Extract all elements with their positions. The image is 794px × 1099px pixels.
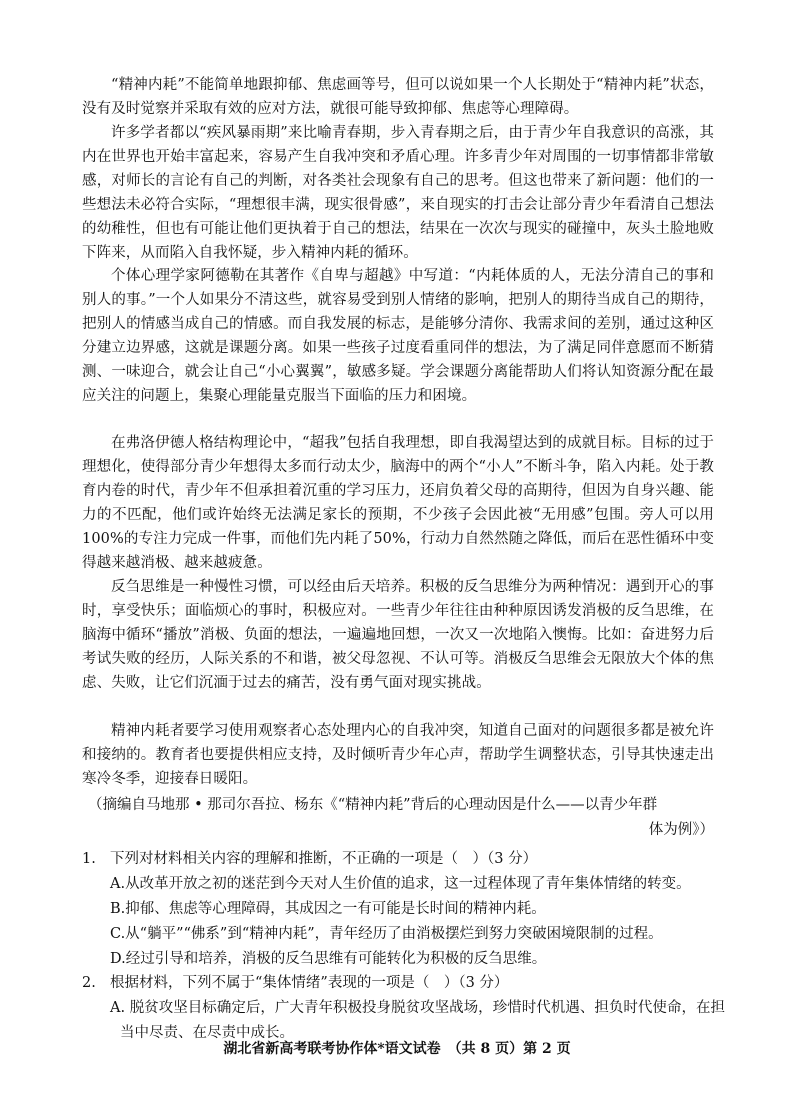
question-number: 2. <box>82 975 96 991</box>
option-d: D.经过引导和培养，消极的反刍思维有可能转化为积极的反刍思维。 <box>110 951 547 967</box>
option-a: A. 脱贫攻坚目标确定后，广大青年积极投身脱贫攻坚战场，珍惜时代机遇、担负时代使命，在担当中尽责、在尽责中成长。 <box>110 1000 725 1041</box>
question-number: 1. <box>82 851 96 867</box>
question-stem: 下列对材料相关内容的理解和推断，不正确的一项是（ ）（3 分） <box>110 851 538 867</box>
source-line-1: （摘编自马地那 • 那司尔吾拉、杨东《“精神内耗”背后的心理动因是什么——以青少年群 <box>88 797 658 813</box>
option-c: C.从“躺平”“佛系”到“精神内耗”，青年经历了由消极摆烂到努力突破困境限制的过程。 <box>110 926 663 942</box>
passage-paragraph-2: 许多学者都以“疾风暴雨期”来比喻青春期，步入青春期之后，由于青少年自我意识的高涨，其内在世界也开始丰富起来，容易产生自我冲突和矛盾心理。许多青少年对周围的一切事情都非常敏感，对师长的言论有自己的判断，对各类社会现象有自己的思考。但这也带来了新问题：他们的一些想法未必符合实际，“理想很丰满，现实很骨感”，来自现实的打击会让部分青少年看清自己想法的幼稚性，但也有可能让他们更执着于自己的想法，结果在一次次与现实的碰撞中，灰头土脸地败下阵来，从而陷入自我怀疑，步入精神内耗的循环。 <box>82 125 714 261</box>
source-line-2: 体为例》） <box>648 822 714 838</box>
question-stem: 根据材料，下列不属于“集体情绪”表现的一项是（ ）（3 分） <box>110 975 509 991</box>
option-a: A.从改革开放之初的迷茫到今天对人生价值的追求，这一过程体现了青年集体情绪的转变。 <box>110 876 691 892</box>
passage-paragraph-6: 精神内耗者要学习使用观察者心态处理内心的自我冲突，知道自己面对的问题很多都是被允许和接纳的。教育者也要提供相应支持，及时倾听青少年心声，帮助学生调整状态，引导其快速走出寒冷冬季，迎接春日暖阳。 <box>82 723 714 787</box>
passage-source <box>82 793 714 843</box>
passage-paragraph-4: 在弗洛伊德人格结构理论中，“超我”包括自我理想，即自我渴望达到的成就目标。目标的过于理想化，使得部分青少年想得太多而行动太少，脑海中的两个“小人”不断斗争，陷入内耗。处于教育内卷的时代，青少年不但承担着沉重的学习压力，还肩负着父母的高期待，但因为自身兴趣、能力的不匹配，他们或许始终无法满足家长的预期，不少孩子会因此被“无用感”包围。旁人可以用100%的专注力完成一件事，而他们先内耗了50%，行动力自然然随之降低，而后在恶性循环中变得越来越消极、越来越疲惫。 <box>82 435 714 571</box>
passage-paragraph-1: “精神内耗”不能简单地跟抑郁、焦虑画等号，但可以说如果一个人长期处于“精神内耗”状态，没有及时觉察并采取有效的应对方法，就很可能导致抑郁、焦虑等心理障碍。 <box>82 77 714 117</box>
option-b: B.抑郁、焦虑等心理障碍，其成因之一有可能是长时间的精神内耗。 <box>110 901 546 917</box>
passage-paragraph-3: 个体心理学家阿德勒在其著作《自卑与超越》中写道：“内耗体质的人，无法分清自己的事和别人的事。”一个人如果分不清这些，就容易受到别人情绪的影响，把别人的期待当成自己的期待，把别人的情感当成自己的情感。而自我发展的标志，是能够分清你、我需求间的差别，通过这种区分建立边界感，这就是课题分离。如果一些孩子过度看重同伴的想法，为了满足同伴意愿而不断猜测、一味迎合，就会让自己“小心翼翼”，敏感多疑。学会课题分离能帮助人们将认知资源分配在最应关注的问题上，集聚心理能量克服当下面临的压力和困境。 <box>82 268 714 404</box>
page-footer: 湖北省新高考联考协作体*语文试卷 （共 8 页）第 2 页 <box>223 1041 571 1057</box>
passage-paragraph-5: 反刍思维是一种慢性习惯，可以经由后天培养。积极的反刍思维分为两种情况：遇到开心的事时，享受快乐；面临烦心的事时，积极应对。一些青少年往往由种种原因诱发消极的反刍思维，在脑海中循环“播放”消极、负面的想法，一遍遍地回想，一次又一次地陷入懊悔。比如：奋进努力后考试失败的经历，人际关系的不和谐，被父母忽视、不认可等。消极反刍思维会无限放大个体的焦虑、失败，让它们沉湎于过去的痛苦，没有勇气面对现实挑战。 <box>82 579 714 691</box>
